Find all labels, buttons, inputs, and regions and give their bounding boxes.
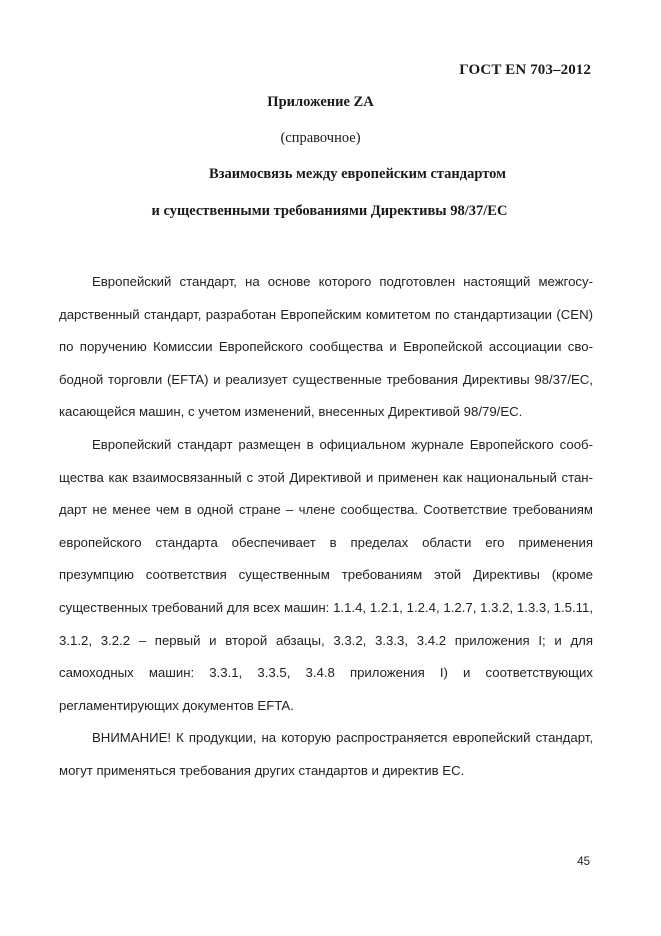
annex-title: Приложение ZA [267,94,374,110]
page-number: 45 [577,856,590,868]
annex-heading-line-1: Взаимосвязь между европейским стандартом [208,166,507,182]
paragraph: Европейский стандарт размещен в официальном журнале Европейского сообщества как взаимосвязанный с этой Директивой и применен как национальный стандарт не менее чем в одной стране – члене сообщества. Соответствие требованиям европейского стандарта обеспечивает в пределах области его применения презумпцию соответствия существенным требованиям этой Директивы (кроме существенных требований для всех машин: 1.1.4, 1.2.1, 1.2.4, 1.2.7, 1.3.2, 1.3.3, 1.5.11, 3.1.2, 3.2.2 – первый и второй абзацы, 3.3.2, 3.3.3, 3.4.2 приложения I; и для самоходных машин: 3.3.1, 3.3.5, 3.4.8 приложения I) и соответствующих регламентирующих документов EFTA. [59,436,593,713]
document-code: ГОСТ EN 703–2012 [459,62,591,78]
paragraph: ВНИМАНИЕ! К продукции, на которую распространяется европейский стандарт, могут применяться требования других стандартов и директив ЕС. [59,730,593,778]
body-text [59,266,593,788]
annex-type: (справочное) [280,130,361,146]
annex-heading-line-2: и существенными требованиями Директивы 98/37/ЕС [151,203,508,219]
paragraph: Европейский стандарт, на основе которого подготовлен настоящий межгосударственный стандарт, разработан Европейским комитетом по стандартизации (CEN) по поручению Комиссии Европейского сообщества и Европейской ассоциации свободной торговли (EFTA) и реализует существенные требования Директивы 98/37/ЕС, касающейся машин, с учетом изменений, внесенных Директивой 98/79/ЕС. [59,274,593,420]
